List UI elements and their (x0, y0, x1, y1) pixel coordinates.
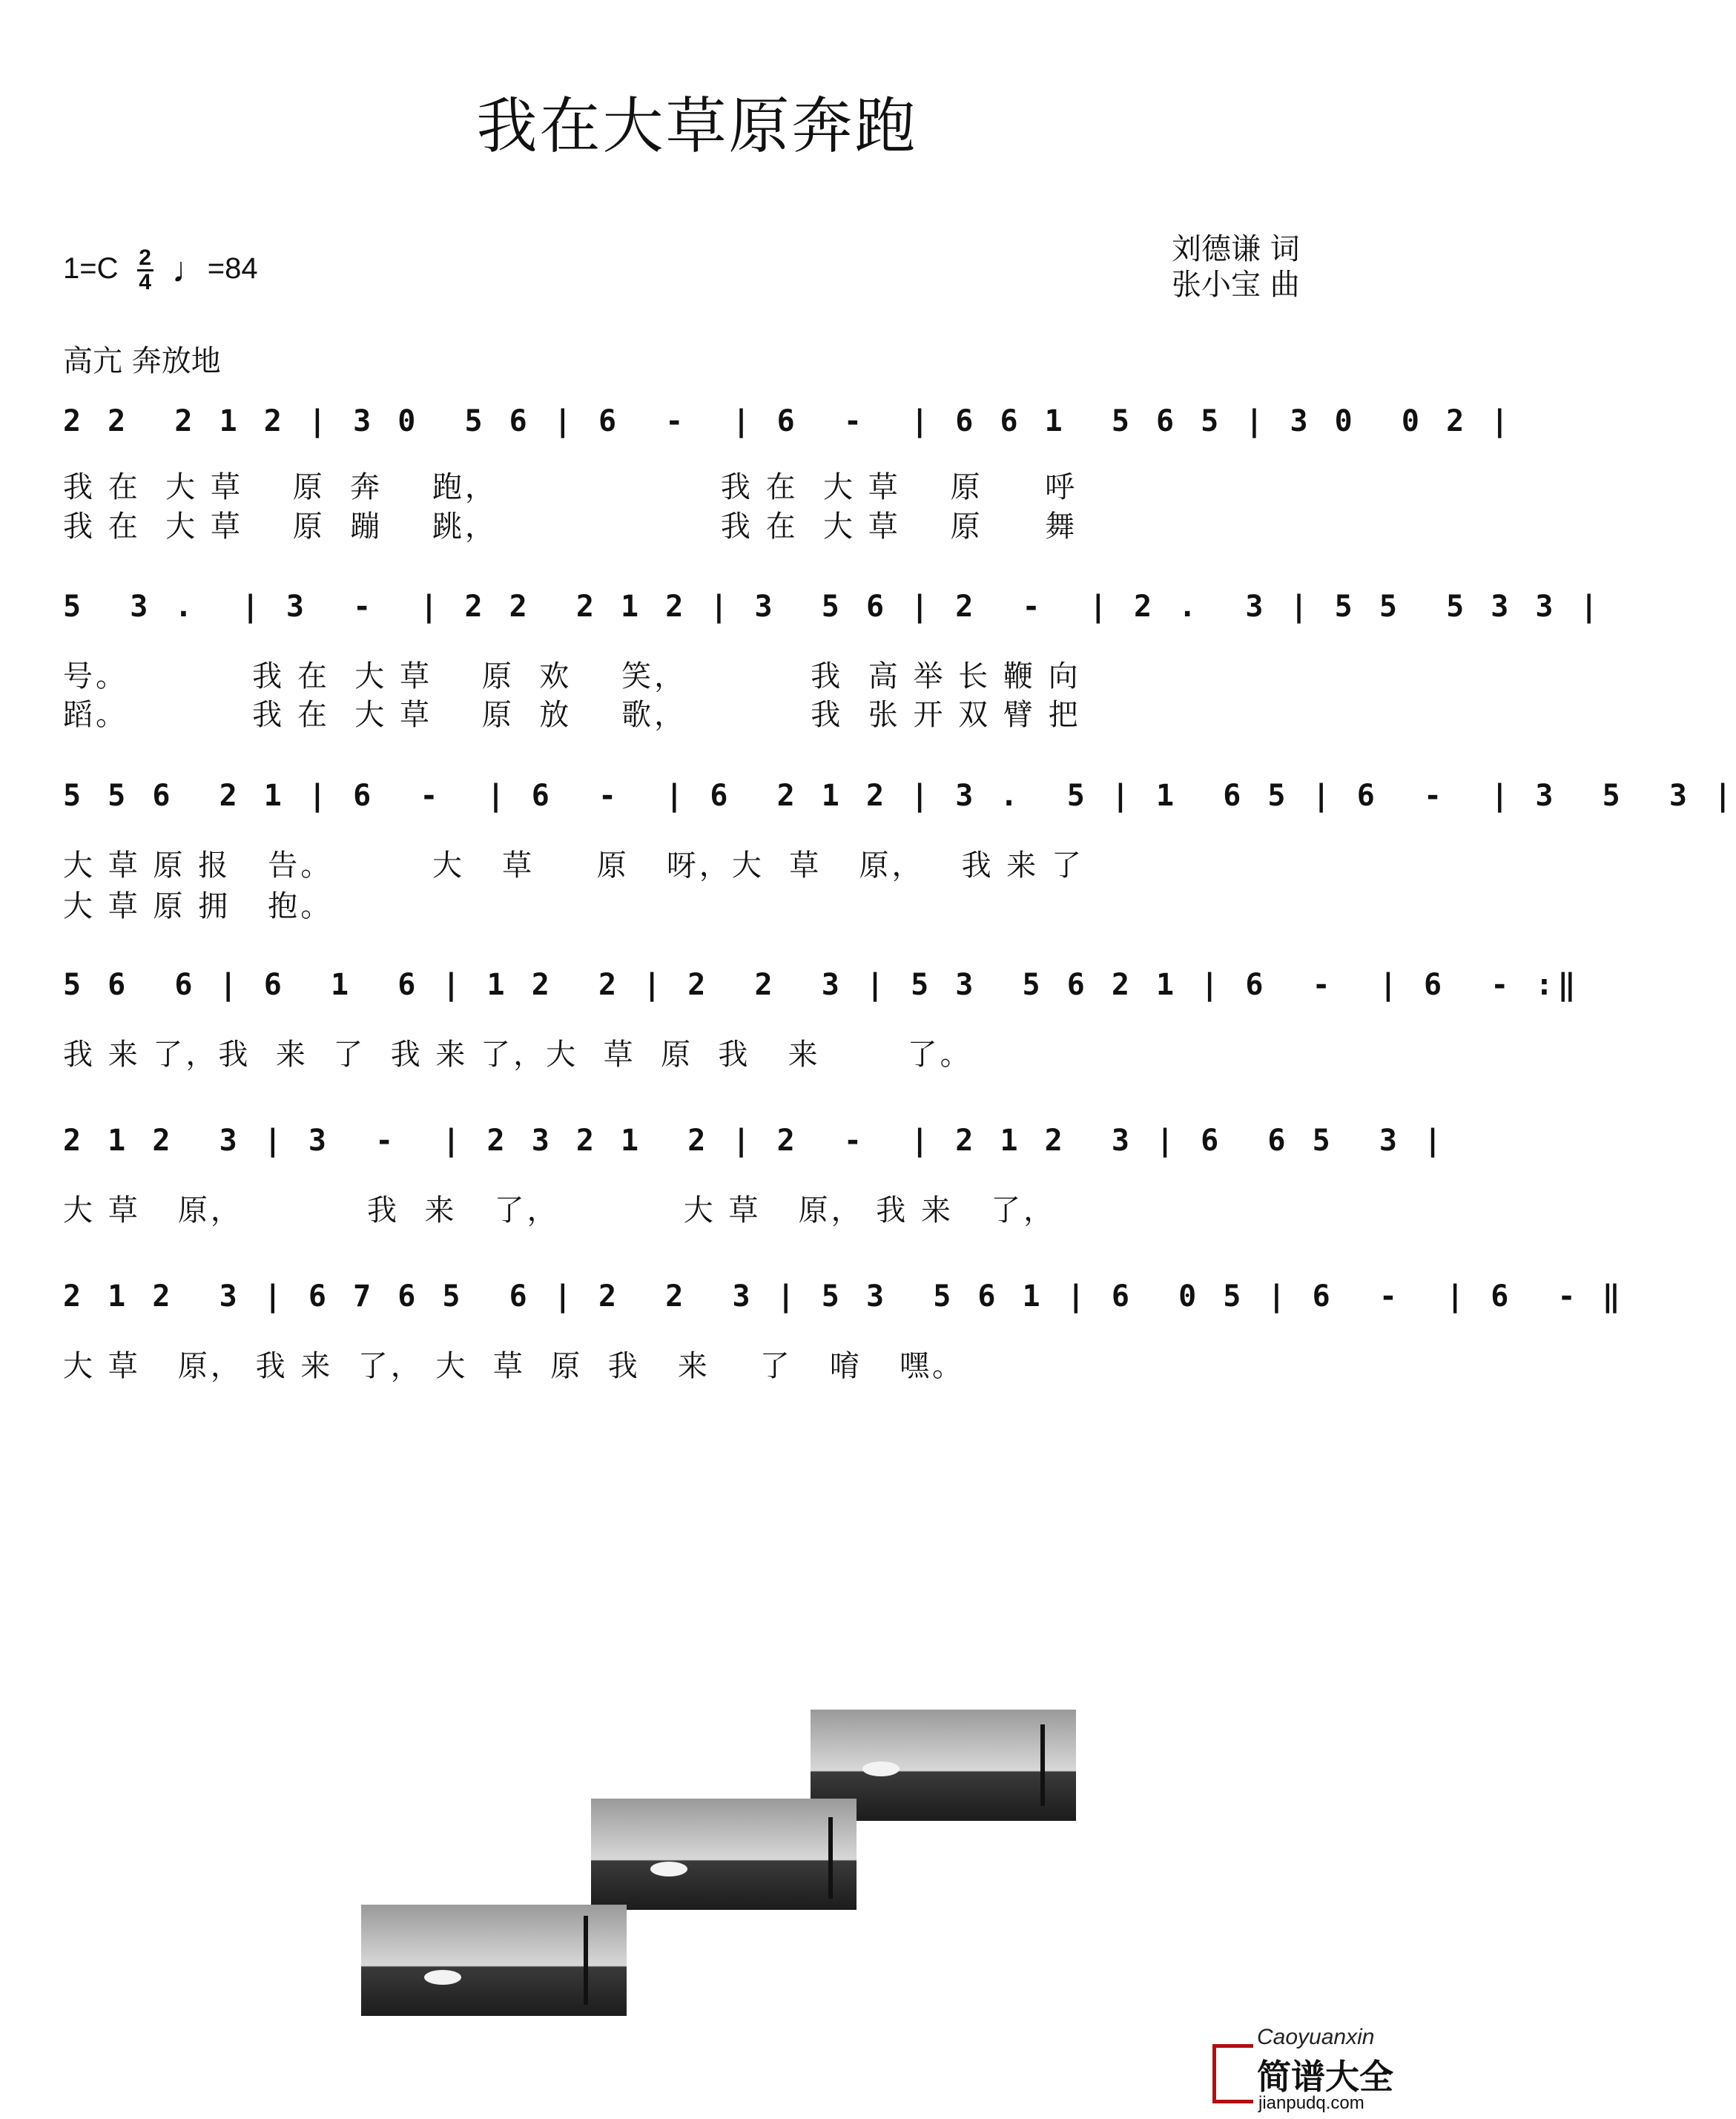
score-row-5-notes: 2 1 2 3 | 3 - | 2 3 2 1 2 | 2 - | 2 1 2 3 | 6 6 5 3 | (63, 1124, 1447, 1158)
score-row-3-lyrics-2: 大 草 原 拥 抱。 (63, 889, 334, 923)
score-row-3-lyrics-1: 大 草 原 报 告。 大 草 原 呀，大 草 原， 我 来 了 (63, 848, 1085, 883)
score-row-2-lyrics-2: 蹈。 我 在 大 草 原 放 歌， 我 张 开 双 臂 把 (63, 698, 1081, 732)
landscape-photo-2 (591, 1799, 857, 1910)
score-row-1-lyrics-1: 我 在 大 草 原 奔 跑， 我 在 大 草 原 呼 (63, 470, 1078, 504)
performance-direction: 高亢 奔放地 (63, 344, 221, 378)
score-row-2-notes: 5 3 . | 3 - | 2 2 2 1 2 | 3 5 6 | 2 - | 2 . 3 | 5 5 5 3 3 | (63, 590, 1603, 624)
landscape-photo-3 (361, 1905, 627, 2016)
key-tempo-line (63, 245, 258, 294)
piano-logo-icon (1212, 2044, 1253, 2103)
score-row-5-lyrics-1: 大 草 原， 我 来 了， 大 草 原， 我 来 了， (63, 1193, 1057, 1227)
logo-site-name: 简谱大全 (1257, 2057, 1393, 2097)
page-title: 我在大草原奔跑 (476, 91, 918, 162)
score-row-2-lyrics-1: 号。 我 在 大 草 原 欢 笑， 我 高 举 长 鞭 向 (63, 659, 1081, 693)
time-signature-top: 2 (139, 245, 151, 270)
time-signature-bottom: 4 (139, 270, 151, 294)
key-signature: 1=C (63, 252, 119, 286)
score-row-4-lyrics-1: 我 来 了，我 来 了 我 来 了，大 草 原 我 来 了。 (63, 1038, 973, 1072)
time-signature (137, 245, 154, 294)
score-row-6-notes: 2 1 2 3 | 6 7 6 5 6 | 2 2 3 | 5 3 5 6 1 | 6 0 5 | 6 - | 6 - ‖ (63, 1279, 1625, 1314)
logo-url: jianpudq.com (1258, 2093, 1364, 2113)
score-row-1-lyrics-2: 我 在 大 草 原 蹦 跳， 我 在 大 草 原 舞 (63, 510, 1078, 544)
tempo-value: =84 (207, 252, 258, 286)
lyricist-credit: 刘德谦 词 (1172, 232, 1300, 266)
credits (1172, 231, 1300, 303)
score-row-1-notes: 2 2 2 1 2 | 3 0 5 6 | 6 - | 6 - | 6 6 1 5 6 5 | 3 0 0 2 | (63, 404, 1514, 438)
quarter-note-icon: ♩ (171, 251, 208, 290)
score-row-3-notes: 5 5 6 2 1 | 6 - | 6 - | 6 2 1 2 | 3 . 5 | 1 6 5 | 6 - | 3 5 3 | (63, 779, 1736, 813)
score-row-4-notes: 5 6 6 | 6 1 6 | 1 2 2 | 2 2 3 | 5 3 5 6 2 1 | 6 - | 6 - :‖ (63, 968, 1580, 1002)
score-row-6-lyrics-1: 大 草 原， 我 来 了， 大 草 原 我 来 了 唷 嘿。 (63, 1349, 966, 1383)
composer-credit: 张小宝 曲 (1172, 268, 1300, 302)
logo-brand-text: Caoyuanxin (1257, 2025, 1375, 2049)
site-logo (1212, 2025, 1394, 2119)
